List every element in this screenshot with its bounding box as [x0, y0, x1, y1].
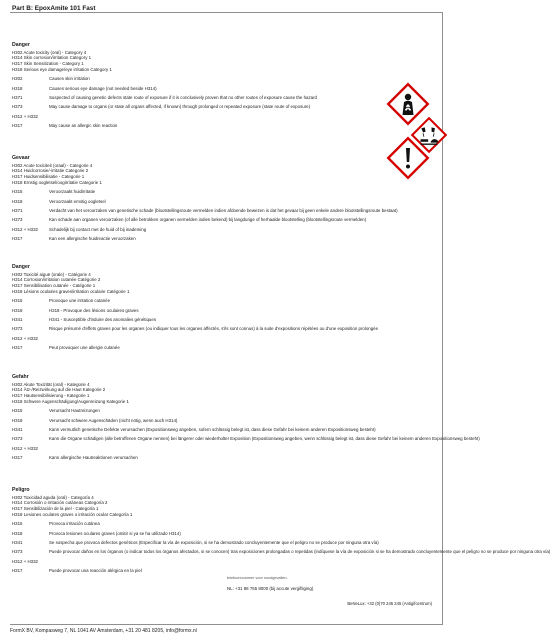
hazard-statement — [12, 317, 427, 323]
statement-code: H317 — [12, 567, 23, 573]
hazard-statement — [12, 308, 427, 314]
section-de — [12, 374, 480, 464]
hazard-statement — [12, 345, 427, 351]
section-es — [12, 487, 550, 577]
statement-text: Kann vermutlich genetische Defekte verursachen (Expositionsweg angeben, sofern schlüssig belegt ist, dass diese Gefahr bei keinem anderen Expositionsweg besteht) — [49, 426, 376, 432]
hazard-classification: H314 Ätz-/Reizwirkung auf die Haut Kategorie 2 — [12, 387, 106, 393]
statement-text: Risque présumé d'effets graves pour les organes (ou indiquer tous les organes affectés, s'ils sont connus) à la suite d'expositions répétées ou d'une exposition prolongée — [49, 326, 379, 332]
signal-word: Danger — [12, 264, 30, 270]
hazard-statement — [12, 418, 427, 424]
hazard-classification: H317 Skin Sensitization - Category 1 — [12, 60, 84, 66]
statement-text: May cause damage to organs (or state all organs affected, if known) through prolonged or repeated exposure (state route of exposure) — [49, 104, 311, 110]
statement-code: H317 — [12, 235, 23, 241]
signal-word: Gefahr — [12, 374, 29, 380]
hazard-classification: H317 Sensibilisation cutanée - Catégorie 1 — [12, 282, 96, 288]
statement-text: Kan een allergische huidreactie veroorzaken — [49, 235, 136, 241]
statement-text: Puede provocar una reacción alérgica en la piel — [49, 567, 142, 573]
statement-code: H317 — [12, 122, 23, 128]
statement-code: H312 + H332 — [12, 113, 38, 119]
statement-text: Kann allergische Hautreaktionen verursachen — [49, 454, 138, 460]
statement-code: H371 — [12, 94, 23, 100]
hazard-statement — [12, 217, 427, 223]
statement-code: H302 — [12, 76, 23, 82]
hazard-classification: H314 Corrosión o irritación cutáneas Categoría 2 — [12, 500, 108, 506]
hazard-statement — [12, 114, 427, 120]
statement-code: H373 — [12, 549, 23, 555]
corrosion-icon — [412, 118, 446, 152]
statement-text: Verdacht van het veroorzaken van genetische schade (blootstellingsroute vermelden indien afdoende bewezen is dat het gevaar bij geen enkele andere blootstellingsroute bestaat) — [49, 207, 398, 213]
hazard-statement — [12, 531, 427, 537]
hazard-classification: H318 Schwere Augenschädigung/Augenreizung Kategorie 1 — [12, 398, 129, 404]
statement-text: Verursacht schwere Augenschäden (nicht nötig, wenn auch H314) — [49, 417, 178, 423]
hazard-statement — [12, 189, 427, 195]
hazard-classification: H318 Ernstig oogletsel/oogirritatie Categorie 1 — [12, 179, 102, 185]
statement-code: H318 — [12, 307, 23, 313]
statement-code: H371 — [12, 207, 23, 213]
statement-text: May cause an allergic skin reaction — [49, 122, 118, 128]
statement-text: Provoca lesiones oculares graves (omitir si ya se ha utilizado H314) — [49, 530, 181, 536]
emergency-phone-benelux: BeNeLux: +32 (0)70 245 245 (Antigifcentrum) — [347, 601, 432, 606]
hazard-statement — [12, 427, 427, 433]
statement-text: Veroorzaakt ernstig oogletsel — [49, 198, 106, 204]
hazard-statement — [12, 326, 427, 332]
section-en — [12, 42, 427, 132]
section-fr — [12, 264, 427, 354]
hazard-statement — [12, 104, 427, 110]
statement-text: H341 - Susceptible d'induire des anomalies génétiques — [49, 316, 157, 322]
statement-text: Provoque une irritation cutanée — [49, 298, 111, 304]
statement-code: H341 — [12, 316, 23, 322]
statement-text: Puede provocar daños en los órganos (o indicar todos los órganos afectados, si se conocen) tras exposiciones prolongadas o repetidas (indíquese la vía de exposición si se ha demostrado concluyentemente que el peligro no se produce por ninguna otra vía) — [49, 549, 550, 555]
hazard-statement — [12, 455, 427, 461]
hazard-statement — [12, 227, 427, 233]
hazard-classification: H314 Skin corrosion/irritation Category 1 — [12, 55, 92, 61]
signal-word: Peligro — [12, 487, 30, 493]
hazard-statement — [12, 95, 427, 101]
statement-text: H318 - Provoque des lésions oculaires graves — [49, 307, 139, 313]
hazard-classification: H317 Huidsensibilisatie - Categorie 1 — [12, 173, 85, 179]
signal-word: Danger — [12, 42, 30, 48]
statement-code: H315 — [12, 189, 23, 195]
statement-text: Peut provoquer une allergie cutanée — [49, 344, 120, 350]
emergency-contact — [227, 576, 313, 591]
statement-code: H318 — [12, 85, 23, 91]
hazard-classification: H302 Acute toxiciteit (oraal) - Categorie 4 — [12, 162, 93, 168]
hazard-statement — [12, 521, 427, 527]
statement-code: H312 + H332 — [12, 445, 38, 451]
hazard-classification: H317 Hautsensibilisierung - Kategorie 1 — [12, 392, 90, 398]
hazard-classification: H314 Huidcorrosie/-irritatie Categorie 2 — [12, 168, 89, 174]
statement-text: Se sospecha que provoca defectos genéticos (Especificar la vía de exposición, si se ha demostrado concluyentemente que el peligro no se produce por ninguna otra vía) — [49, 539, 379, 545]
company-footer: FormX BV, Kompasweg 7, NL 1041 AV Amsterdam, +31 20 481 8205, info@formx.nl — [10, 628, 197, 634]
hazard-classification: H317 Sensibilización de la piel - Categoría 1 — [12, 505, 99, 511]
statement-code: H315 — [12, 521, 23, 527]
statement-code: H318 — [12, 530, 23, 536]
hazard-statement — [12, 436, 480, 442]
hazard-statement — [12, 76, 427, 82]
statement-code: H312 + H332 — [12, 226, 38, 232]
statement-code: H318 — [12, 198, 23, 204]
emergency-phone-nl: NL: +31 88 755 8000 (bij accute vergiftiging) — [227, 585, 314, 591]
statement-text: Veroorzaakt huidirritatie — [49, 189, 96, 195]
statement-text: Suspected of causing genetic defects state route of exposure if it is conclusively proven that no other routes of exposure cause the hazard — [49, 94, 317, 100]
signal-word: Gevaar — [12, 155, 30, 161]
statement-text: Causes skin irritation — [49, 76, 90, 82]
statement-code: H373 — [12, 104, 23, 110]
statement-code: H341 — [12, 539, 23, 545]
statement-text: Schadelijk bij contact met de huid of bij inademing — [49, 226, 147, 232]
hazard-statement — [12, 568, 427, 574]
emergency-label: telefoonnummer voor noodgevallen: — [227, 576, 288, 580]
hazard-statement — [12, 123, 427, 129]
hazard-statement — [12, 446, 427, 452]
hazard-classification: H318 Serious eye damage/eye irritation Category 1 — [12, 66, 112, 72]
statement-code: H315 — [12, 408, 23, 414]
statement-text: Verursacht Hautreizungen — [49, 408, 100, 414]
hazard-classification: H302 Toxicité aiguë (orale) - Catégorie 4 — [12, 271, 91, 277]
hazard-classification: H302 Toxicidad aguda (oral) - Categoría 4 — [12, 494, 94, 500]
statement-text: Kan schade aan organen veroorzaken (of alle betrokken organen vermelden indien bekend) bij langdurige of herhaalde blootstelling (blootstellingsroute vermelden) — [49, 217, 367, 223]
hazard-statement — [12, 540, 427, 546]
statement-code: H312 + H332 — [12, 335, 38, 341]
statement-code: H317 — [12, 344, 23, 350]
statement-text: Provoca irritación cutánea — [49, 521, 100, 527]
statement-code: H312 + H332 — [12, 558, 38, 564]
hazard-statement — [12, 208, 427, 214]
page-title: Part B: EpoxAmite 101 Fast — [12, 5, 96, 12]
hazard-statement — [12, 298, 427, 304]
statement-code: H318 — [12, 417, 23, 423]
statement-text: Kann die Organe schädigen (alle betroffenen Organe nennen) bei längerer oder wiederholter Exposition (Expositionsweg angeben, wenn schlüssig belegt ist, dass diese Gefahr bei keinem anderen Expositionsweg besteht) — [49, 436, 480, 442]
hazard-statement — [12, 549, 550, 555]
statement-code: H341 — [12, 426, 23, 432]
statement-code: H373 — [12, 326, 23, 332]
hazard-statement — [12, 236, 427, 242]
hazard-statement — [12, 86, 427, 92]
statement-text: Causes serious eye damage (not needed beside H314) — [49, 85, 157, 91]
section-nl — [12, 155, 427, 245]
hazard-statement — [12, 408, 427, 414]
statement-code: H317 — [12, 454, 23, 460]
hazard-statement — [12, 559, 427, 565]
hazard-classification: H318 Lesiones oculares graves o irritación ocular Categoría 1 — [12, 511, 133, 517]
statement-code: H315 — [12, 298, 23, 304]
statement-code: H373 — [12, 436, 23, 442]
hazard-classification: H318 Lésions oculaires graves/irritation oculaire Catégorie 1 — [12, 288, 130, 294]
hazard-classification: H314 Corrosion/irritation cutanée Catégorie 2 — [12, 277, 101, 283]
hazard-classification: H302 Acute toxicity (oral) - Category 4 — [12, 49, 87, 55]
hazard-classification: H302 Akute Toxizität (oral) - Kategorie 4 — [12, 381, 90, 387]
hazard-statement — [12, 199, 427, 205]
statement-code: H373 — [12, 217, 23, 223]
hazard-statement — [12, 336, 427, 342]
